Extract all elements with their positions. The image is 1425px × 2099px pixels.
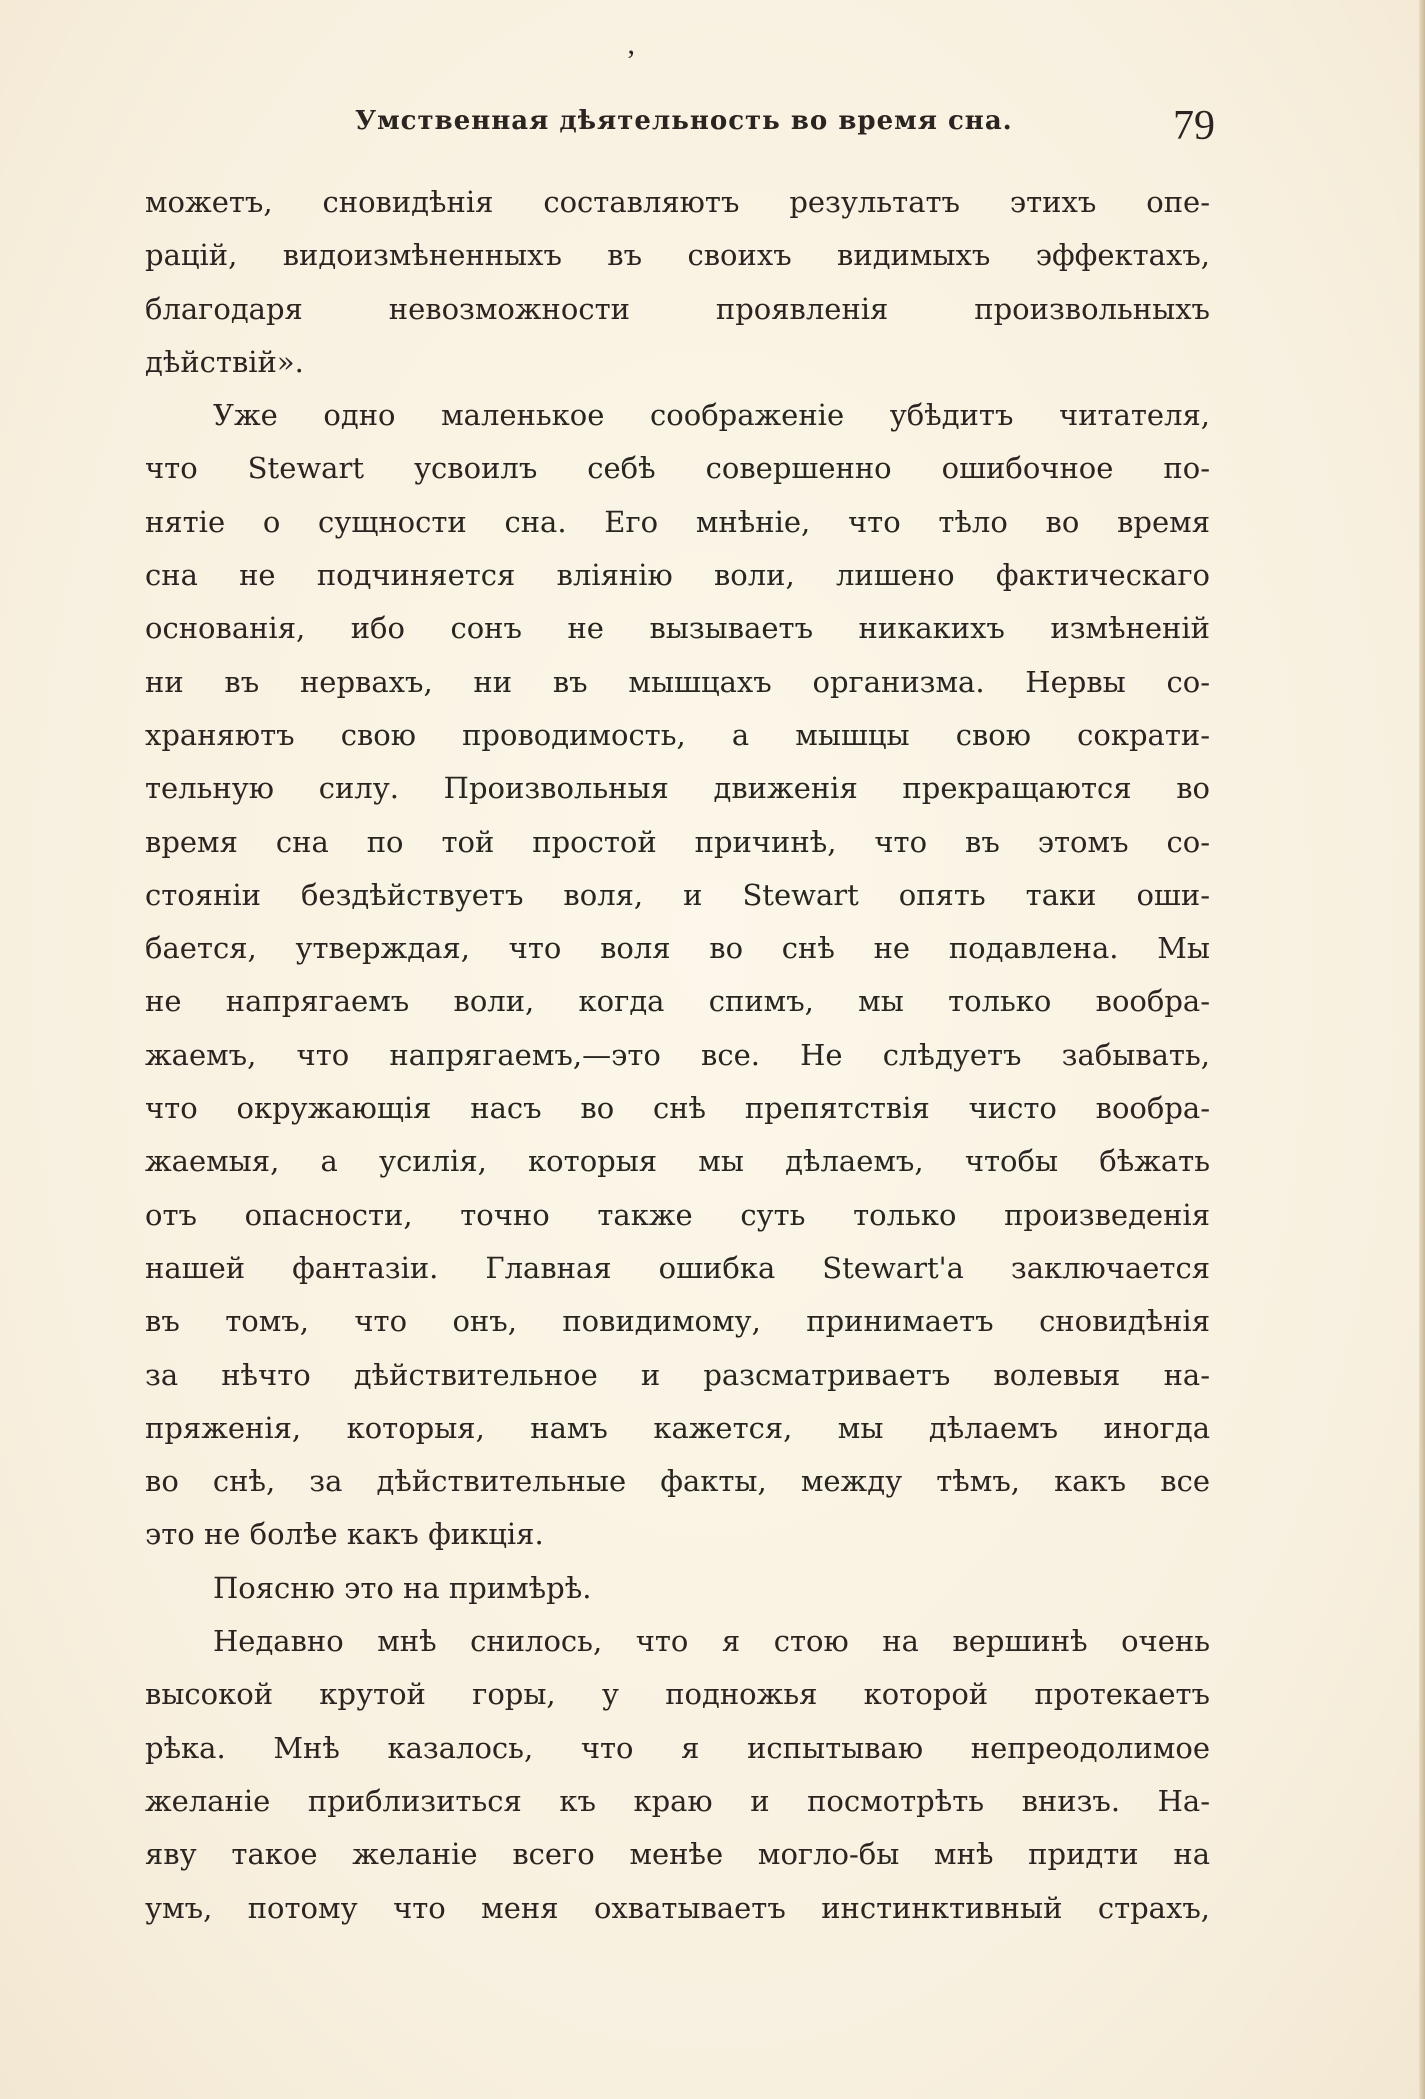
text-line: бается, утверждая, что воля во снѣ не подавлена. Мы (145, 931, 1210, 966)
text-line: храняютъ свою проводимость, а мышцы свою сократи- (145, 717, 1210, 752)
text-line: Поясню это на примѣрѣ. (213, 1570, 592, 1605)
text-line: умъ, потому что меня охватываетъ инстинктивный страхъ, (145, 1890, 1210, 1925)
text-line: можетъ, сновидѣнія составляютъ результатъ этихъ опе- (145, 185, 1210, 219)
text-line: ни въ нервахъ, ни въ мышцахъ организма. Нервы со- (145, 664, 1210, 699)
text-line: основанія, ибо сонъ не вызываетъ никакихъ измѣненій (145, 611, 1210, 646)
text-line: дѣйствій». (145, 344, 304, 379)
text-line: нашей фантазіи. Главная ошибка Stewart'а заключается (145, 1250, 1210, 1285)
text-line: яву такое желаніе всего менѣе могло-бы мнѣ придти на (145, 1837, 1210, 1872)
text-line: въ томъ, что онъ, повидимому, принимаетъ сновидѣнія (145, 1304, 1210, 1339)
text-line: желаніе приблизиться къ краю и посмотрѣть внизъ. На- (145, 1783, 1210, 1818)
page-number: 79 (1173, 103, 1215, 149)
running-head: Умственная дѣятельность во время сна. (355, 106, 1013, 136)
text-line: что окружающія насъ во снѣ препятствія чисто вообра- (145, 1091, 1210, 1126)
text-line: жаемыя, а усилія, которыя мы дѣлаемъ, чтобы бѣжать (145, 1144, 1210, 1179)
text-line: рѣка. Мнѣ казалось, что я испытываю непреодолимое (145, 1730, 1210, 1765)
page-header (355, 103, 1215, 156)
text-line: пряженія, которыя, намъ кажется, мы дѣлаемъ иногда (145, 1410, 1210, 1445)
text-line: это не болѣе какъ фикція. (145, 1517, 544, 1552)
text-line: во снѣ, за дѣйствительные факты, между тѣмъ, какъ все (145, 1464, 1210, 1499)
text-line: отъ опасности, точно также суть только произведенія (145, 1197, 1210, 1232)
body-text (145, 176, 1210, 1935)
text-line: стояніи бездѣйствуетъ воля, и Stewart опять таки оши- (145, 877, 1210, 912)
text-line: не напрягаемъ воли, когда спимъ, мы только вообра- (145, 984, 1210, 1019)
text-line: за нѣчто дѣйствительное и разсматриваетъ волевыя на- (145, 1357, 1210, 1392)
text-line: тельную силу. Произвольныя движенія прекращаются во (145, 771, 1210, 806)
text-line: Уже одно маленькое соображеніе убѣдитъ читателя, (213, 398, 1210, 433)
text-line: рацій, видоизмѣненныхъ въ своихъ видимыхъ эффектахъ, (145, 238, 1210, 273)
text-line: нятіе о сущности сна. Его мнѣніе, что тѣло во время (145, 504, 1210, 539)
text-line: жаемъ, что напрягаемъ,—это все. Не слѣдуетъ забывать, (145, 1037, 1210, 1072)
text-line: что Stewart усвоилъ себѣ совершенно ошибочное по- (145, 451, 1210, 486)
text-line: Недавно мнѣ снилось, что я стою на вершинѣ очень (213, 1624, 1210, 1659)
text-line: сна не подчиняется вліянію воли, лишено фактическаго (145, 558, 1210, 593)
text-line: благодаря невозможности проявленія произвольныхъ (145, 291, 1210, 326)
text-line: высокой крутой горы, у подножья которой протекаетъ (145, 1677, 1210, 1712)
page-edge (1419, 0, 1425, 2099)
printer-mark: ’ (626, 44, 636, 77)
text-line: время сна по той простой причинѣ, что въ этомъ со- (145, 824, 1210, 859)
